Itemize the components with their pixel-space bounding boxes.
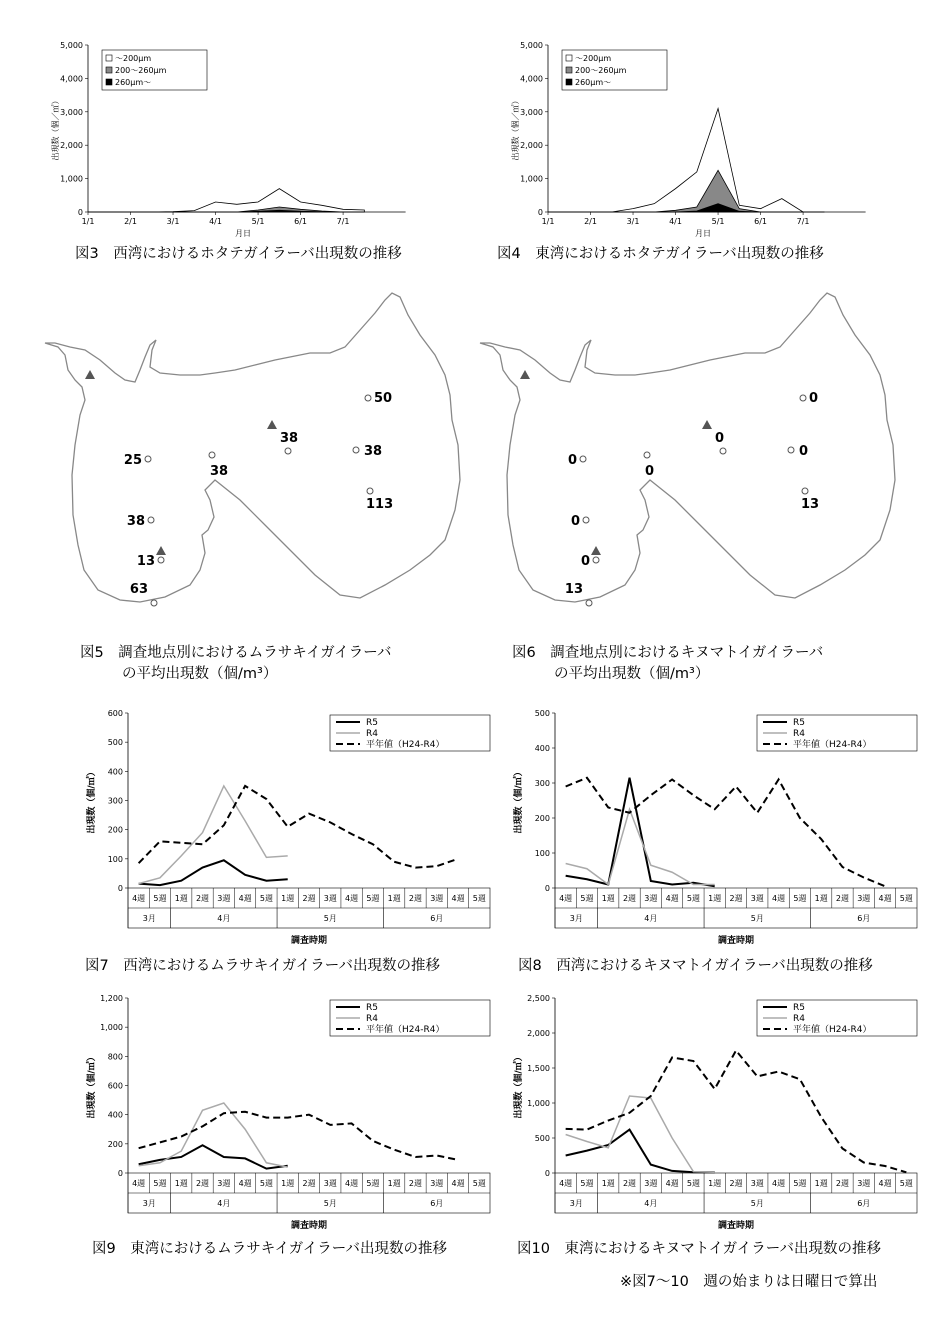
station-marker xyxy=(802,488,808,494)
fig5-caption xyxy=(80,643,392,685)
x-axis-title: 月日 xyxy=(235,229,251,238)
legend-swatch xyxy=(566,67,572,73)
station-marker xyxy=(145,456,151,462)
week-label: 4週 xyxy=(878,894,892,903)
series-line-0 xyxy=(566,1130,715,1173)
y-tick-label: 0 xyxy=(544,884,550,893)
y-tick-label: 200 xyxy=(107,1139,123,1149)
area-series-0 xyxy=(88,189,364,212)
series-line-2 xyxy=(566,1051,907,1173)
week-label: 5週 xyxy=(793,1179,807,1188)
y-tick-label: 800 xyxy=(107,1052,123,1062)
week-label: 5週 xyxy=(686,1179,700,1188)
week-label: 5週 xyxy=(472,1179,486,1188)
y-tick-label: 4,000 xyxy=(60,74,83,84)
fig4-chart xyxy=(500,30,880,250)
week-label: 3週 xyxy=(750,894,764,903)
station-marker xyxy=(365,395,371,401)
station-marker xyxy=(580,456,586,462)
week-label: 4週 xyxy=(345,1179,359,1188)
week-label: 2週 xyxy=(302,894,316,903)
week-label: 3週 xyxy=(323,1179,337,1188)
fig6-caption-line2: の平均出現数（個/m³） xyxy=(554,666,710,683)
series-line-2 xyxy=(566,778,885,887)
station-value: 38 xyxy=(364,444,383,459)
y-tick-label: 1,000 xyxy=(527,1099,550,1108)
y-tick-label: 1,000 xyxy=(100,1023,123,1033)
x-tick-label: 1/1 xyxy=(541,217,555,226)
fig9-chart xyxy=(80,990,500,1235)
fig5-caption-line1: 図5 調査地点別におけるムラサキイガイラーバ xyxy=(80,645,392,661)
y-tick-label: 3,000 xyxy=(520,107,543,117)
station-value: 0 xyxy=(809,391,819,406)
station-value: 38 xyxy=(210,464,229,479)
legend-label: 〜200μm xyxy=(115,54,152,63)
week-label: 2週 xyxy=(195,894,210,903)
week-label: 5週 xyxy=(580,894,594,903)
week-label: 4週 xyxy=(559,894,573,903)
week-label: 4週 xyxy=(238,894,252,903)
x-tick-label: 5/1 xyxy=(711,217,725,226)
station-value: 38 xyxy=(126,514,145,529)
month-label: 5月 xyxy=(323,1199,337,1208)
fig6-caption xyxy=(512,643,823,685)
legend-label: R5 xyxy=(793,1003,805,1013)
week-label: 2週 xyxy=(835,894,850,903)
station-value: 13 xyxy=(136,554,155,569)
month-label: 4月 xyxy=(644,1199,658,1208)
week-label: 4週 xyxy=(878,1179,892,1188)
fig8-chart xyxy=(507,705,927,950)
series-line-2 xyxy=(139,786,458,868)
y-tick-label: 200 xyxy=(534,814,550,823)
week-label: 5週 xyxy=(259,1179,273,1188)
week-label: 4週 xyxy=(772,1179,786,1188)
y-tick-label: 100 xyxy=(107,854,123,864)
week-label: 1週 xyxy=(387,1179,401,1188)
series-line-0 xyxy=(139,1145,288,1168)
x-tick-label: 6/1 xyxy=(294,217,308,226)
station-triangle xyxy=(702,420,712,429)
legend-swatch xyxy=(566,55,572,61)
week-label: 3週 xyxy=(857,894,871,903)
x-tick-label: 3/1 xyxy=(626,217,640,226)
month-label: 4月 xyxy=(217,1199,231,1208)
legend-label: R5 xyxy=(366,718,378,728)
week-label: 3週 xyxy=(323,894,337,903)
y-tick-label: 5,000 xyxy=(520,41,543,50)
station-triangle xyxy=(267,420,277,429)
y-tick-label: 500 xyxy=(534,709,550,718)
series-line-2 xyxy=(139,1112,458,1160)
y-tick-label: 0 xyxy=(117,884,123,893)
week-label: 5週 xyxy=(580,1179,594,1188)
month-label: 4月 xyxy=(644,914,658,923)
west-map xyxy=(40,285,480,615)
week-label: 1週 xyxy=(814,1179,828,1188)
week-label: 1週 xyxy=(708,894,722,903)
y-tick-label: 1,500 xyxy=(527,1064,550,1073)
fig4-caption: 図4 東湾におけるホタテガイラーバ出現数の推移 xyxy=(497,246,824,262)
legend-label: 260μm〜 xyxy=(575,78,612,87)
week-label: 2週 xyxy=(835,1179,850,1188)
week-label: 3週 xyxy=(644,1179,658,1188)
y-tick-label: 2,000 xyxy=(527,1029,550,1038)
week-label: 4週 xyxy=(665,894,679,903)
fig3-caption: 図3 西湾におけるホタテガイラーバ出現数の推移 xyxy=(75,246,402,262)
series-line-1 xyxy=(566,1096,715,1172)
station-value: 0 xyxy=(570,514,580,529)
y-tick-label: 600 xyxy=(107,1081,123,1091)
y-tick-label: 2,000 xyxy=(520,141,543,151)
legend-label: R5 xyxy=(793,718,805,728)
week-label: 1週 xyxy=(708,1179,722,1188)
coastline xyxy=(480,293,895,602)
y-tick-label: 1,000 xyxy=(520,174,543,184)
legend-label: 平年値（H24-R4） xyxy=(793,1025,872,1035)
month-label: 6月 xyxy=(857,914,871,923)
x-axis-title: 調査時期 xyxy=(290,936,328,946)
week-label: 2週 xyxy=(729,894,743,903)
month-label: 3月 xyxy=(142,1199,156,1208)
station-marker xyxy=(151,600,157,606)
week-label: 5週 xyxy=(366,1179,380,1188)
legend-label: R4 xyxy=(793,729,805,739)
week-label: 4週 xyxy=(451,1179,465,1188)
legend-label: 200〜260μm xyxy=(115,66,167,75)
station-marker xyxy=(788,447,794,453)
station-marker xyxy=(586,600,592,606)
week-label: 5週 xyxy=(259,894,273,903)
week-label: 4週 xyxy=(665,1179,679,1188)
week-label: 5週 xyxy=(472,894,486,903)
week-label: 5週 xyxy=(153,1179,167,1188)
fig5-caption-line2: の平均出現数（個/m³） xyxy=(122,666,278,683)
series-line-1 xyxy=(566,809,715,884)
station-value: 0 xyxy=(799,444,809,459)
station-value: 0 xyxy=(567,453,577,468)
fig9-caption: 図9 東湾におけるムラサキイガイラーバ出現数の推移 xyxy=(92,1241,448,1257)
x-tick-label: 7/1 xyxy=(336,217,350,226)
x-tick-label: 5/1 xyxy=(251,217,265,226)
y-tick-label: 400 xyxy=(107,767,123,777)
y-tick-label: 2,500 xyxy=(527,994,550,1003)
y-tick-label: 300 xyxy=(107,796,123,806)
legend-label: 〜200μm xyxy=(575,54,612,63)
station-value: 0 xyxy=(580,554,590,569)
east-map xyxy=(475,285,915,615)
station-triangle xyxy=(156,546,166,555)
x-tick-label: 4/1 xyxy=(669,217,682,226)
x-tick-label: 3/1 xyxy=(166,217,180,226)
month-label: 3月 xyxy=(569,914,583,923)
station-marker xyxy=(353,447,359,453)
month-label: 5月 xyxy=(750,914,764,923)
week-label: 1週 xyxy=(174,894,188,903)
station-marker xyxy=(593,557,599,563)
month-label: 3月 xyxy=(142,914,156,923)
station-marker xyxy=(367,488,373,494)
week-label: 3週 xyxy=(430,894,444,903)
station-marker xyxy=(209,452,215,458)
y-tick-label: 3,000 xyxy=(60,107,83,117)
week-label: 1週 xyxy=(281,1179,295,1188)
fig10-chart xyxy=(507,990,927,1235)
x-axis-title: 調査時期 xyxy=(717,936,755,946)
month-label: 6月 xyxy=(857,1199,871,1208)
legend-label: 平年値（H24-R4） xyxy=(793,740,872,750)
y-tick-label: 200 xyxy=(107,825,123,835)
y-tick-label: 400 xyxy=(534,744,550,753)
station-value: 0 xyxy=(645,464,655,479)
y-tick-label: 4,000 xyxy=(520,74,543,84)
week-label: 4週 xyxy=(772,894,786,903)
week-label: 5週 xyxy=(686,894,700,903)
station-value: 25 xyxy=(123,453,142,468)
week-label: 3週 xyxy=(644,894,658,903)
week-label: 2週 xyxy=(195,1179,210,1188)
y-axis-title: 出現数（個／㎥） xyxy=(511,96,520,161)
y-tick-label: 500 xyxy=(107,738,123,748)
week-label: 4週 xyxy=(559,1179,573,1188)
week-label: 2週 xyxy=(622,1179,637,1188)
month-label: 4月 xyxy=(217,914,231,923)
station-value: 0 xyxy=(715,431,725,446)
y-tick-label: 2,000 xyxy=(60,141,83,151)
week-label: 2週 xyxy=(408,894,423,903)
station-marker xyxy=(148,517,154,523)
week-label: 2週 xyxy=(729,1179,743,1188)
y-tick-label: 500 xyxy=(534,1134,550,1143)
y-tick-label: 100 xyxy=(534,849,550,858)
x-tick-label: 7/1 xyxy=(796,217,810,226)
week-label: 3週 xyxy=(857,1179,871,1188)
note: ※図7〜10 週の始まりは日曜日で算出 xyxy=(620,1274,878,1290)
legend-label: 平年値（H24-R4） xyxy=(366,740,445,750)
week-label: 4週 xyxy=(345,894,359,903)
fig7-chart xyxy=(80,705,500,950)
legend-label: R4 xyxy=(366,1014,378,1024)
station-marker xyxy=(158,557,164,563)
legend-label: 200〜260μm xyxy=(575,66,627,75)
week-label: 4週 xyxy=(238,1179,252,1188)
series-line-1 xyxy=(139,786,288,884)
week-label: 5週 xyxy=(899,894,913,903)
month-label: 3月 xyxy=(569,1199,583,1208)
week-label: 3週 xyxy=(430,1179,444,1188)
station-marker xyxy=(720,448,726,454)
fig3-chart xyxy=(40,30,420,250)
legend-label: 平年値（H24-R4） xyxy=(366,1025,445,1035)
station-value: 38 xyxy=(280,431,299,446)
y-tick-label: 0 xyxy=(544,1169,550,1178)
week-label: 4週 xyxy=(451,894,465,903)
y-tick-label: 5,000 xyxy=(60,41,83,50)
y-axis-title: 出現数（個/㎥） xyxy=(514,767,524,834)
week-label: 5週 xyxy=(153,894,167,903)
fig8-caption: 図8 西湾におけるキヌマトイガイラーバ出現数の推移 xyxy=(518,958,873,974)
week-label: 1週 xyxy=(601,894,615,903)
week-label: 3週 xyxy=(750,1179,764,1188)
y-tick-label: 0 xyxy=(77,208,83,217)
station-value: 50 xyxy=(374,391,393,406)
week-label: 5週 xyxy=(793,894,807,903)
x-tick-label: 2/1 xyxy=(124,217,137,226)
week-label: 2週 xyxy=(408,1179,423,1188)
legend-label: R4 xyxy=(366,729,378,739)
station-marker xyxy=(644,452,650,458)
y-axis-title: 出現数（個／㎥） xyxy=(51,96,60,161)
fig6-caption-line1: 図6 調査地点別におけるキヌマトイガイラーバ xyxy=(512,645,824,661)
y-tick-label: 0 xyxy=(537,208,543,217)
x-axis-title: 調査時期 xyxy=(717,1221,755,1231)
y-axis-title: 出現数（個/㎥） xyxy=(87,767,97,834)
coastline xyxy=(45,293,460,602)
station-triangle xyxy=(591,546,601,555)
station-marker xyxy=(285,448,291,454)
station-triangle xyxy=(85,370,95,379)
station-marker xyxy=(800,395,806,401)
legend-label: R5 xyxy=(366,1003,378,1013)
station-value: 113 xyxy=(366,497,394,512)
month-label: 6月 xyxy=(430,914,444,923)
area-series-0 xyxy=(548,108,824,212)
week-label: 5週 xyxy=(899,1179,913,1188)
month-label: 5月 xyxy=(750,1199,764,1208)
fig10-caption: 図10 東湾におけるキヌマトイガイラーバ出現数の推移 xyxy=(517,1241,881,1257)
week-label: 1週 xyxy=(174,1179,188,1188)
station-value: 13 xyxy=(801,497,820,512)
y-tick-label: 600 xyxy=(107,709,123,718)
x-tick-label: 4/1 xyxy=(209,217,222,226)
y-tick-label: 1,000 xyxy=(60,174,83,184)
month-label: 6月 xyxy=(430,1199,444,1208)
station-value: 63 xyxy=(129,582,148,597)
legend-swatch xyxy=(106,79,112,85)
series-line-1 xyxy=(139,1103,288,1167)
x-tick-label: 6/1 xyxy=(754,217,768,226)
x-tick-label: 2/1 xyxy=(584,217,597,226)
legend-swatch xyxy=(566,79,572,85)
week-label: 1週 xyxy=(387,894,401,903)
week-label: 4週 xyxy=(132,894,146,903)
y-axis-title: 出現数（個/㎥） xyxy=(514,1052,524,1119)
week-label: 3週 xyxy=(217,1179,231,1188)
series-line-0 xyxy=(139,860,288,885)
legend-label: R4 xyxy=(793,1014,805,1024)
week-label: 2週 xyxy=(622,894,637,903)
station-triangle xyxy=(520,370,530,379)
y-tick-label: 300 xyxy=(534,779,550,788)
legend-swatch xyxy=(106,67,112,73)
x-tick-label: 1/1 xyxy=(81,217,95,226)
legend-swatch xyxy=(106,55,112,61)
x-axis-title: 調査時期 xyxy=(290,1221,328,1231)
week-label: 4週 xyxy=(132,1179,146,1188)
week-label: 1週 xyxy=(814,894,828,903)
week-label: 2週 xyxy=(302,1179,316,1188)
y-tick-label: 400 xyxy=(107,1110,123,1120)
week-label: 1週 xyxy=(601,1179,615,1188)
month-label: 5月 xyxy=(323,914,337,923)
y-tick-label: 1,200 xyxy=(100,994,123,1003)
y-tick-label: 0 xyxy=(117,1169,123,1178)
station-value: 13 xyxy=(564,582,583,597)
week-label: 1週 xyxy=(281,894,295,903)
x-axis-title: 月日 xyxy=(695,229,711,238)
fig7-caption: 図7 西湾におけるムラサキイガイラーバ出現数の推移 xyxy=(85,958,441,974)
week-label: 3週 xyxy=(217,894,231,903)
legend-label: 260μm〜 xyxy=(115,78,152,87)
station-marker xyxy=(583,517,589,523)
y-axis-title: 出現数（個/㎥） xyxy=(87,1052,97,1119)
week-label: 5週 xyxy=(366,894,380,903)
